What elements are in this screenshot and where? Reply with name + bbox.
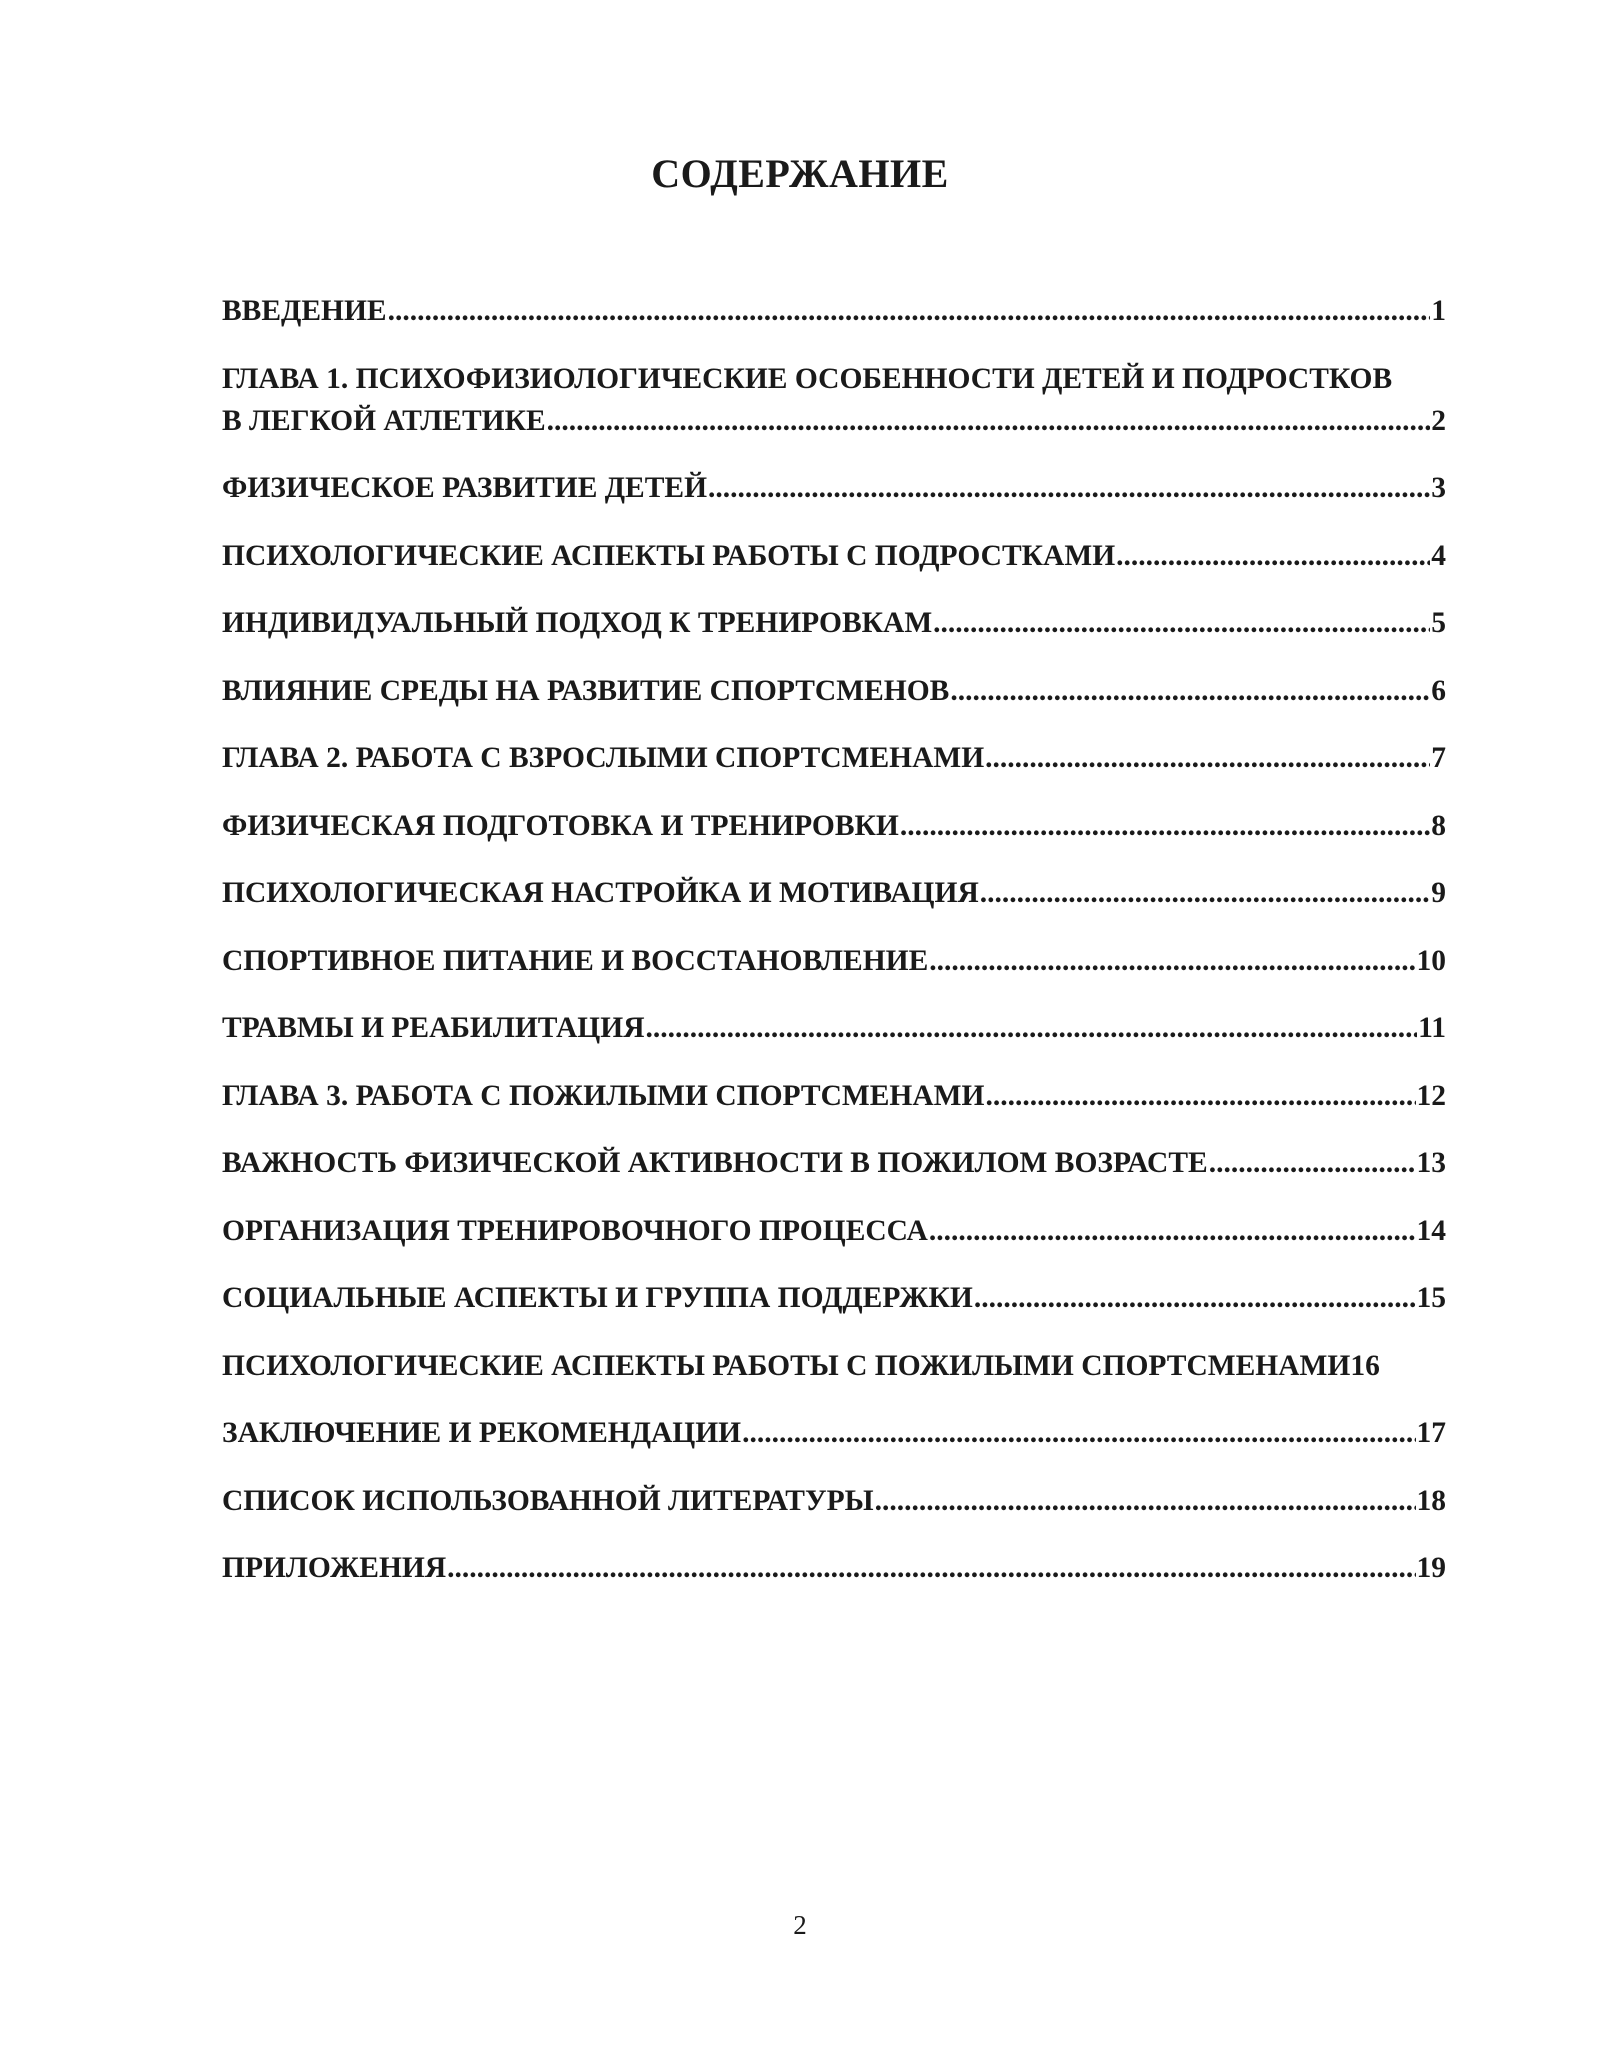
toc-entry[interactable] bbox=[222, 1075, 1446, 1117]
toc-entry[interactable] bbox=[222, 535, 1446, 577]
toc-entry-title: ФИЗИЧЕСКАЯ ПОДГОТОВКА И ТРЕНИРОВКИ bbox=[222, 809, 899, 842]
toc-entry[interactable] bbox=[222, 290, 1446, 332]
toc-entry-page: 3 bbox=[1431, 472, 1446, 504]
toc-entry[interactable] bbox=[222, 805, 1446, 847]
dot-leader bbox=[929, 940, 1415, 982]
toc-entry[interactable] bbox=[222, 670, 1446, 712]
toc-entry-title: ВАЖНОСТЬ ФИЗИЧЕСКОЙ АКТИВНОСТИ В ПОЖИЛОМ ВОЗРАСТЕ bbox=[222, 1147, 1208, 1179]
toc-entry[interactable] bbox=[222, 1210, 1446, 1252]
toc-entry-title: ОРГАНИЗАЦИЯ ТРЕНИРОВОЧНОГО ПРОЦЕССА bbox=[222, 1214, 928, 1247]
toc-entry[interactable] bbox=[222, 1277, 1446, 1319]
toc-entry[interactable] bbox=[222, 940, 1446, 982]
toc-entry-title: В ЛЕГКОЙ АТЛЕТИКЕ bbox=[222, 404, 546, 437]
toc-entry-page: 5 bbox=[1431, 607, 1446, 639]
toc-entry-title: ГЛАВА 3. РАБОТА С ПОЖИЛЫМИ СПОРТСМЕНАМИ bbox=[222, 1079, 985, 1112]
dot-leader bbox=[985, 737, 1430, 779]
toc-entry-title: СПОРТИВНОЕ ПИТАНИЕ И ВОССТАНОВЛЕНИЕ bbox=[222, 944, 929, 977]
toc-entry-page: 16 bbox=[1350, 1349, 1380, 1382]
toc-entry[interactable] bbox=[222, 1480, 1446, 1522]
toc-entry-page: 2 bbox=[1431, 404, 1446, 437]
toc-entry-page: 12 bbox=[1416, 1079, 1446, 1112]
toc-entry[interactable] bbox=[222, 1007, 1446, 1049]
toc-entry[interactable] bbox=[222, 467, 1446, 509]
dot-leader bbox=[900, 805, 1430, 847]
toc-entry[interactable] bbox=[222, 737, 1446, 779]
dot-leader bbox=[742, 1412, 1415, 1454]
toc-entry-title: СПИСОК ИСПОЛЬЗОВАННОЙ ЛИТЕРАТУРЫ bbox=[222, 1484, 874, 1517]
toc-entry-page: 6 bbox=[1431, 674, 1446, 707]
toc-entry-page: 7 bbox=[1431, 742, 1446, 774]
toc-entry-page: 14 bbox=[1416, 1214, 1446, 1247]
toc-entry-title: ИНДИВИДУАЛЬНЫЙ ПОДХОД К ТРЕНИРОВКАМ bbox=[222, 607, 933, 639]
dot-leader bbox=[985, 1075, 1415, 1117]
toc-entry-page: 13 bbox=[1416, 1147, 1446, 1179]
toc-entry-page: 1 bbox=[1431, 295, 1446, 327]
dot-leader bbox=[875, 1480, 1416, 1522]
toc-entry[interactable] bbox=[222, 1142, 1446, 1184]
toc-entry[interactable] bbox=[222, 1412, 1446, 1454]
toc-entry-title: ПСИХОЛОГИЧЕСКИЕ АСПЕКТЫ РАБОТЫ С ПОДРОСТКАМИ bbox=[222, 539, 1116, 572]
dot-leader bbox=[646, 1007, 1418, 1049]
dot-leader bbox=[950, 670, 1430, 712]
toc-entry-title: СОЦИАЛЬНЫЕ АСПЕКТЫ И ГРУППА ПОДДЕРЖКИ bbox=[222, 1282, 973, 1314]
table-of-contents bbox=[222, 290, 1446, 1615]
dot-leader bbox=[708, 467, 1430, 509]
dot-leader bbox=[1116, 535, 1430, 577]
toc-entry-page: 15 bbox=[1416, 1282, 1446, 1314]
dot-leader bbox=[447, 1547, 1415, 1589]
toc-entry[interactable] bbox=[222, 1547, 1446, 1589]
toc-entry-page: 10 bbox=[1416, 944, 1446, 977]
toc-entry[interactable] bbox=[222, 1345, 1446, 1387]
toc-entry-title: ПРИЛОЖЕНИЯ bbox=[222, 1552, 447, 1584]
dot-leader bbox=[933, 602, 1430, 644]
dot-leader bbox=[974, 1277, 1416, 1319]
page-number: 2 bbox=[793, 1910, 807, 1940]
dot-leader bbox=[980, 872, 1431, 914]
toc-entry-title: ПСИХОЛОГИЧЕСКИЕ АСПЕКТЫ РАБОТЫ С ПОЖИЛЫМИ СПОРТСМЕНАМИ bbox=[222, 1349, 1351, 1382]
toc-entry-title: ЗАКЛЮЧЕНИЕ И РЕКОМЕНДАЦИИ bbox=[222, 1417, 742, 1449]
toc-title: СОДЕРЖАНИЕ bbox=[651, 151, 949, 196]
dot-leader bbox=[388, 290, 1431, 332]
toc-entry-page: 4 bbox=[1431, 539, 1446, 572]
toc-entry-page: 8 bbox=[1431, 809, 1446, 842]
toc-entry[interactable] bbox=[222, 358, 1446, 442]
toc-entry-title: ВВЕДЕНИЕ bbox=[222, 295, 387, 327]
toc-entry-page: 19 bbox=[1416, 1552, 1446, 1584]
toc-entry[interactable] bbox=[222, 602, 1446, 644]
toc-entry-page: 9 bbox=[1431, 877, 1446, 909]
dot-leader bbox=[1209, 1142, 1416, 1184]
dot-leader bbox=[929, 1210, 1416, 1252]
dot-leader bbox=[547, 400, 1431, 442]
toc-entry-page: 17 bbox=[1416, 1417, 1446, 1449]
toc-entry-title: ТРАВМЫ И РЕАБИЛИТАЦИЯ bbox=[222, 1012, 645, 1044]
toc-entry[interactable] bbox=[222, 872, 1446, 914]
toc-entry-page: 11 bbox=[1418, 1012, 1446, 1044]
toc-entry-title: ВЛИЯНИЕ СРЕДЫ НА РАЗВИТИЕ СПОРТСМЕНОВ bbox=[222, 674, 950, 707]
toc-entry-title: ПСИХОЛОГИЧЕСКАЯ НАСТРОЙКА И МОТИВАЦИЯ bbox=[222, 877, 979, 909]
toc-entry-page: 18 bbox=[1416, 1484, 1446, 1517]
toc-entry-title-line1: ГЛАВА 1. ПСИХОФИЗИОЛОГИЧЕСКИЕ ОСОБЕННОСТИ ДЕТЕЙ И ПОДРОСТКОВ bbox=[222, 362, 1393, 395]
toc-entry-title: ГЛАВА 2. РАБОТА С ВЗРОСЛЫМИ СПОРТСМЕНАМИ bbox=[222, 742, 985, 774]
toc-entry-title: ФИЗИЧЕСКОЕ РАЗВИТИЕ ДЕТЕЙ bbox=[222, 472, 708, 504]
